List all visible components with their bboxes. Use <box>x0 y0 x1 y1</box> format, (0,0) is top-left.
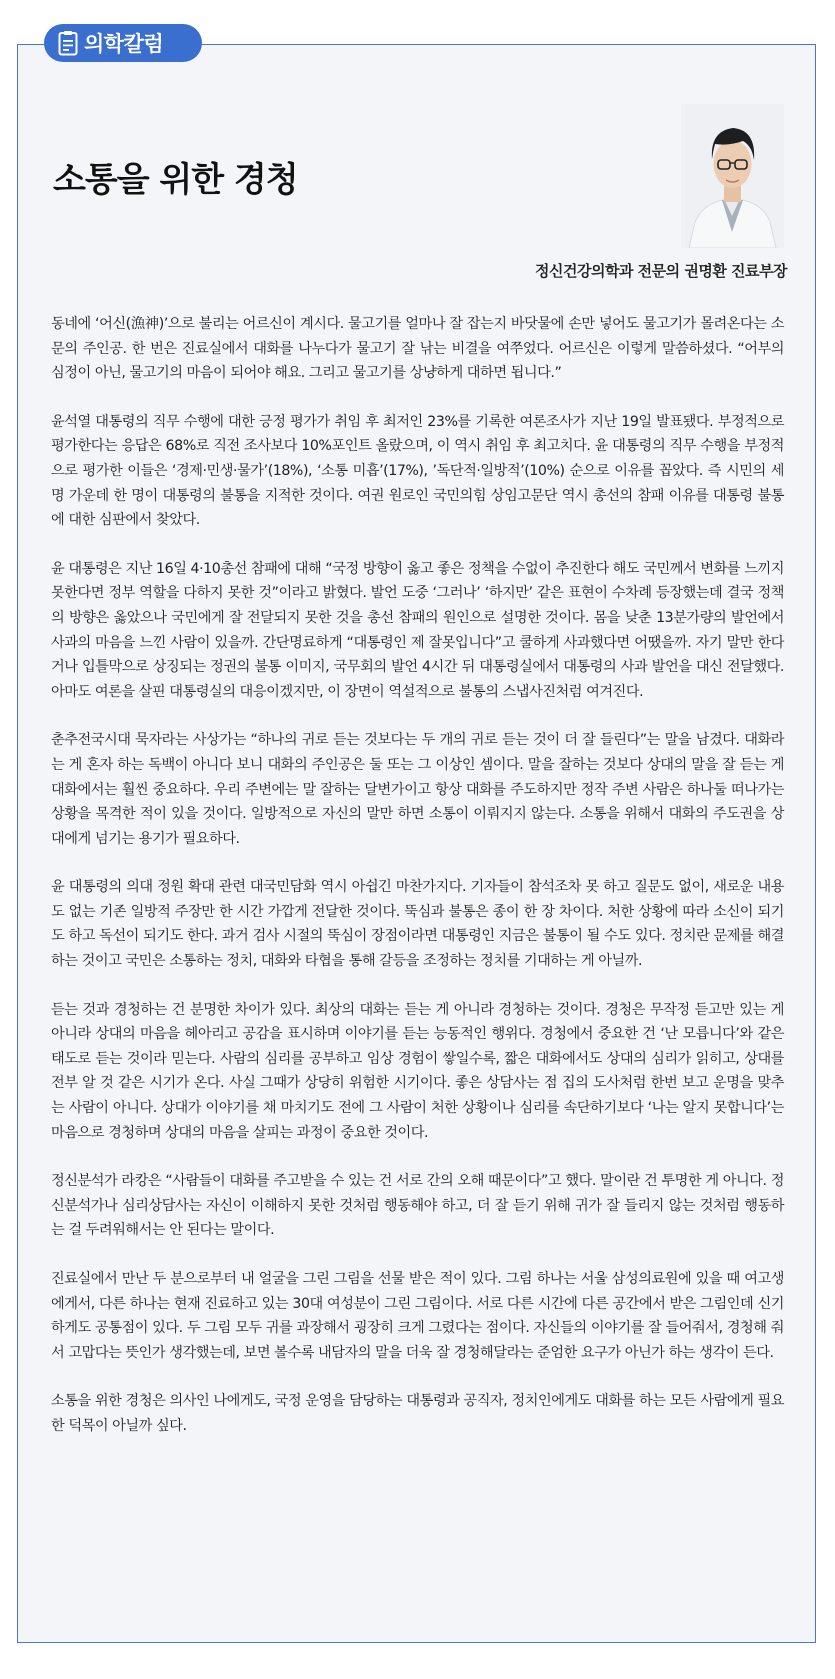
author-photo <box>681 104 784 248</box>
paragraph: 윤 대통령은 지난 16일 4·10총선 참패에 대해 “국정 방향이 옳고 좋은 정책을 수없이 추진한다 해도 국민께서 변화를 느끼지 못한다면 정부 역할을 다하지 못한 것”이라고 밝혔다. 발언 도중 ‘그러나’ ‘하지만’ 같은 표현이 수차례 등장했는데 결국 정책의 방향은 옳았으나 국민에게 잘 전달되지 못한 것을 총선 참패의 원인으로 설명한 것이다. 몸을 낮춘 13분가량의 발언에서 사과의 마음을 느낀 사람이 있을까. 간단명료하게 “대통령인 제 잘못입니다”고 쿨하게 사과했다면 어땠을까. 자기 말만 한다거나 입틀막으로 상징되는 정권의 불통 이미지, 국무회의 발언 4시간 뒤 대통령실에서 대통령의 사과 발언을 대신 전달했다. 아마도 여론을 살핀 대통령실의 대응이겠지만, 이 장면이 역설적으로 불통의 스냅사진처럼 여겨진다. <box>51 560 784 700</box>
badge-label: 의학칼럼 <box>84 32 164 56</box>
paragraph: 춘추전국시대 묵자라는 사상가는 “하나의 귀로 듣는 것보다는 두 개의 귀로 듣는 것이 더 잘 들린다”는 말을 남겼다. 대화라는 게 혼자 하는 독백이 아니다 보니 대화의 주인공은 둘 또는 그 이상인 셈이다. 말을 잘하는 것보다 상대의 말을 잘 듣는 게 대화에서는 훨씬 중요하다. 우리 주변에는 말 잘하는 달변가이고 항상 대화를 주도하지만 정작 주변 사람은 하나둘 떠나가는 상황을 목격한 적이 있을 것이다. 일방적으로 자신의 말만 하면 소통이 이뤄지지 않는다. 소통을 위해서 대화의 주도권을 상대에게 넘기는 용기가 필요하다. <box>51 732 784 847</box>
paragraph: 동네에 ‘어신(漁神)’으로 불리는 어르신이 계시다. 물고기를 얼마나 잘 잡는지 바닷물에 손만 넣어도 물고기가 몰려온다는 소문의 주인공. 한 번은 진료실에서 대화를 나누다가 물고기 잘 낚는 비결을 여쭈었다. 어르신은 이렇게 말씀하셨다. “어부의 심정이 아닌, 물고기의 마음이 되어야 해요. 그리고 물고기를 상냥하게 대하면 됩니다.” <box>51 316 784 382</box>
paragraph: 소통을 위한 경청은 의사인 나에게도, 국정 운영을 담당하는 대통령과 공직자, 정치인에게도 대화를 하는 모든 사람에게 필요한 덕목이 아닐까 싶다. <box>51 1393 784 1434</box>
author-byline: 정신건강의학과 전문의 권명환 진료부장 <box>535 262 787 280</box>
article-body <box>51 312 784 1439</box>
category-badge <box>44 24 202 62</box>
document-icon <box>58 30 78 56</box>
paragraph: 진료실에서 만난 두 분으로부터 내 얼굴을 그린 그림을 선물 받은 적이 있다. 그림 하나는 서울 삼성의료원에 있을 때 여고생에게서, 다른 하나는 현재 진료하고 있는 30대 여성분이 그린 그림이다. 서로 다른 시간에 다른 공간에서 받은 그림인데 신기하게도 공통점이 있다. 두 그림 모두 귀를 과장해서 굉장히 크게 그렸다는 점이다. 자신들의 이야기를 잘 들어줘서, 경청해 줘서 고맙다는 뜻인가 생각했는데, 보면 볼수록 내담자의 말을 더욱 잘 경청해달라는 준엄한 요구가 아닌가 하는 생각이 든다. <box>51 1271 784 1361</box>
paragraph: 윤석열 대통령의 직무 수행에 대한 긍정 평가가 취임 후 최저인 23%를 기록한 여론조사가 지난 19일 발표됐다. 부정적으로 평가한다는 응답은 68%로 직전 조사보다 10%포인트 올랐으며, 이 역시 취임 후 최고치다. 윤 대통령의 직무 수행을 부정적으로 평가한 이들은 ‘경제·민생·물가’(18%), ‘소통 미흡’(17%), ’독단적·일방적’(10%) 순으로 이유를 꼽았다. 즉 시민의 세 명 가운데 한 명이 대통령의 불통을 지적한 것이다. 여권 원로인 국민의힘 상임고문단 역시 총선의 참패 이유를 대통령 불통에 대한 심판에서 찾았다. <box>51 413 784 529</box>
paragraph: 정신분석가 라캉은 “사람들이 대화를 주고받을 수 있는 건 서로 간의 오해 때문이다”고 했다. 말이란 건 투명한 게 아니다. 정신분석가나 심리상담사는 자신이 이해하지 못한 것처럼 행동해야 하고, 더 잘 듣기 위해 귀가 잘 들리지 않는 것처럼 행동하는 걸 두려워해서는 안 된다는 말이다. <box>51 1173 784 1239</box>
paragraph: 윤 대통령의 의대 정원 확대 관련 대국민담화 역시 아쉽긴 마찬가지다. 기자들이 참석조차 못 하고 질문도 없이, 새로운 내용도 없는 기존 일방적 주장만 한 시간 가깝게 전달한 것이다. 뚝심과 불통은 종이 한 장 차이다. 처한 상황에 따라 소신이 되기도 하고 독선이 되기도 한다. 과거 검사 시절의 뚝심이 장점이라면 대통령인 지금은 불통이 될 수도 있다. 정치란 문제를 해결하는 것이고 국민은 소통하는 정치, 대화와 타협을 통해 갈등을 조정하는 정치를 기대하는 게 아닐까. <box>51 879 784 970</box>
article-title: 소통을 위한 경청 <box>53 160 298 200</box>
paragraph: 듣는 것과 경청하는 건 분명한 차이가 있다. 최상의 대화는 듣는 게 아니라 경청하는 것이다. 경청은 무작정 듣고만 있는 게 아니라 상대의 마음을 헤아리고 공감을 표시하며 이야기를 듣는 능동적인 행위다. 경청에서 중요한 건 ‘난 모릅니다’와 같은 태도로 듣는 것이라 믿는다. 사람의 심리를 공부하고 임상 경험이 쌓일수록, 짧은 대화에서도 상대의 심리가 읽히고, 상대를 전부 알 것 같은 시기가 온다. 사실 그때가 상당히 위험한 시기이다. 좋은 상담사는 점 집의 도사처럼 한번 보고 운명을 맞추는 사람이 아니다. 상대가 이야기를 채 마치기도 전에 그 사람이 처한 상황이나 심리를 속단하기보다 ‘나는 알지 못합니다’는 마음으로 경청하며 상대의 마음을 살피는 과정이 중요한 것이다. <box>51 1001 784 1141</box>
